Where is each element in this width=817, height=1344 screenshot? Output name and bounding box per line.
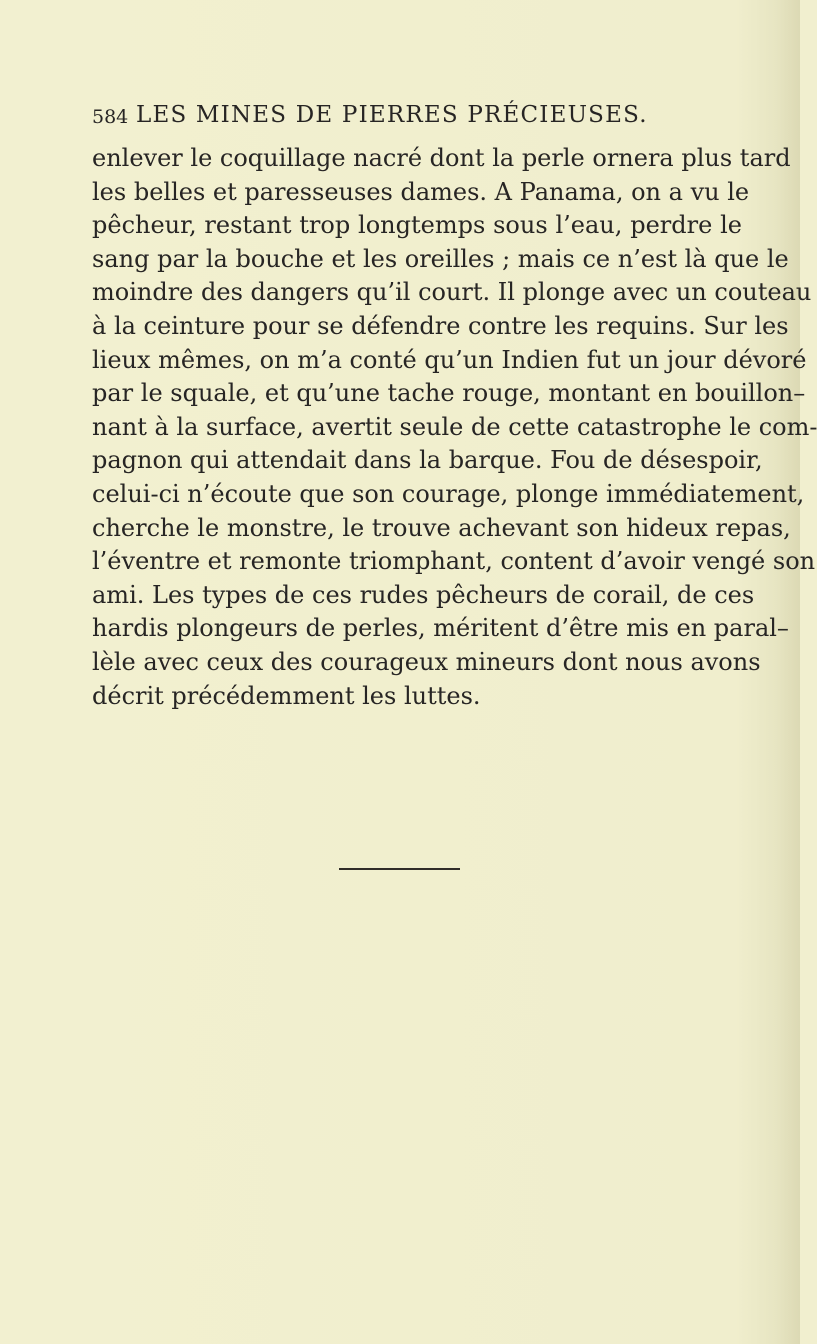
text-line: ami. Les types de ces rudes pêcheurs de corail, de ces: [92, 580, 755, 609]
page-header: [92, 102, 742, 138]
text-line: moindre des dangers qu’il court. Il plonge avec un couteau: [92, 278, 812, 307]
text-line: sang par la bouche et les oreilles ; mais ce n’est là que le: [92, 244, 789, 273]
body-text: [92, 142, 817, 713]
page-number: 584: [92, 106, 129, 128]
text-line: lèle avec ceux des courageux mineurs dont nous avons: [92, 647, 761, 676]
text-line: à la ceinture pour se défendre contre les requins. Sur les: [92, 311, 789, 340]
text-line: enlever le coquillage nacré dont la perle ornera plus tard: [92, 144, 791, 172]
text-line-final: décrit précédemment les luttes.: [92, 681, 481, 710]
text-line: nant à la surface, avertit seule de cette catastrophe le com-: [92, 412, 817, 441]
text-line: pagnon qui attendait dans la barque. Fou de désespoir,: [92, 446, 763, 475]
section-divider: [339, 868, 460, 870]
text-line: hardis plongeurs de perles, méritent d’être mis en paral–: [92, 614, 789, 643]
running-title: LES MINES DE PIERRES PRÉCIEUSES.: [136, 102, 648, 128]
text-line: pêcheur, restant trop longtemps sous l’eau, perdre le: [92, 211, 742, 240]
text-line: l’éventre et remonte triomphant, content d’avoir vengé son: [92, 547, 816, 576]
text-line: celui-ci n’écoute que son courage, plonge immédiatement,: [92, 479, 805, 508]
text-line: lieux mêmes, on m’a conté qu’un Indien fut un jour dévoré: [92, 345, 807, 374]
text-line: cherche le monstre, le trouve achevant son hideux repas,: [92, 513, 791, 542]
text-line: par le squale, et qu’une tache rouge, montant en bouillon–: [92, 379, 806, 408]
text-line: les belles et paresseuses dames. A Panama, on a vu le: [92, 177, 750, 206]
